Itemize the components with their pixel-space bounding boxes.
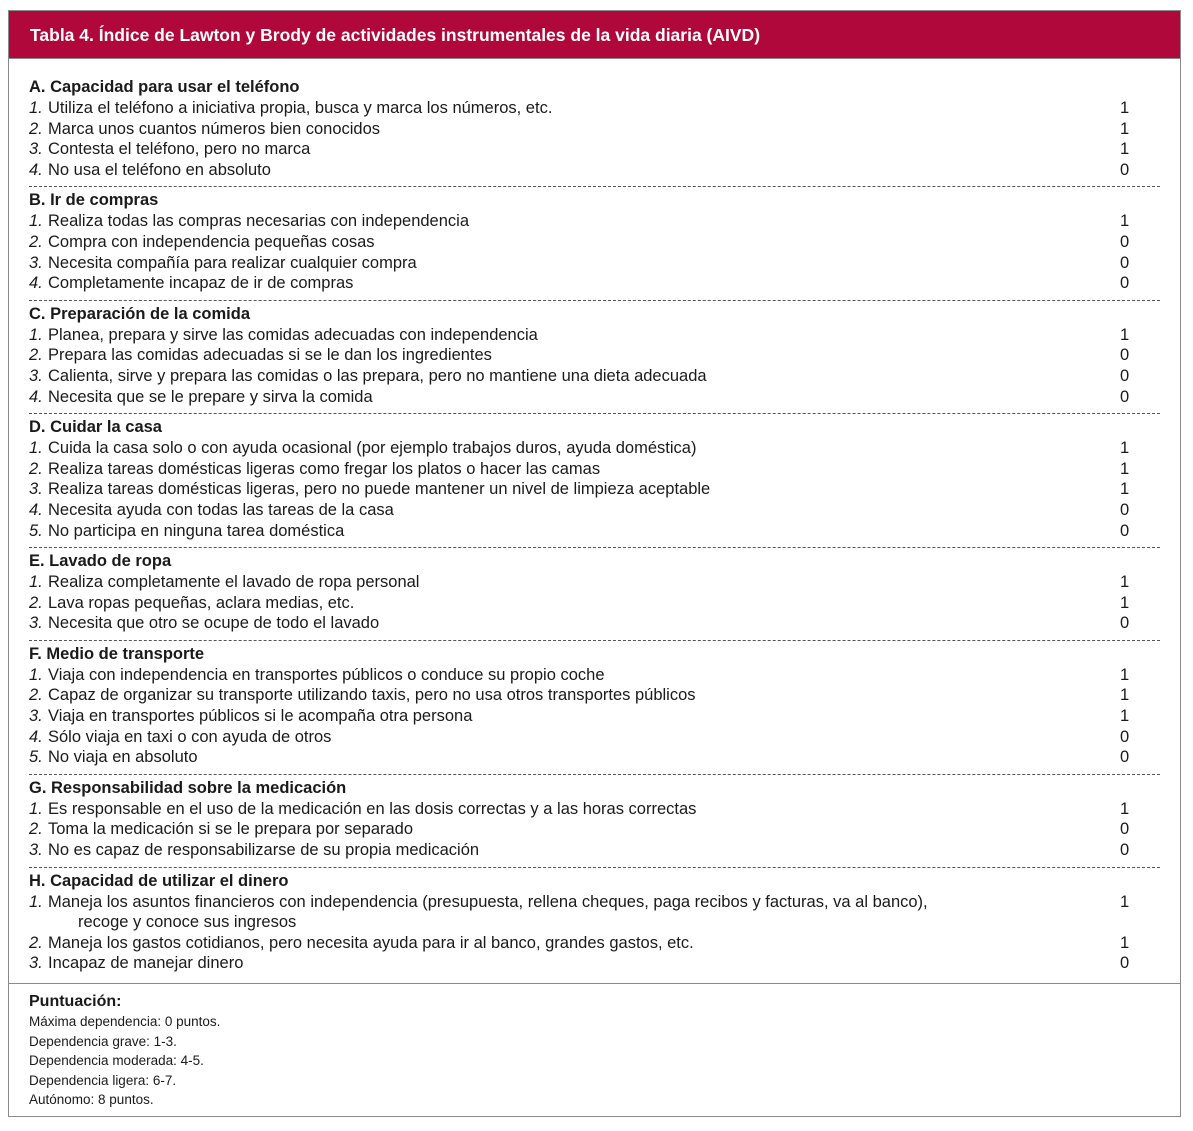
item-text-wrap <box>48 521 1120 542</box>
item-number: 1. <box>29 573 43 592</box>
item-number: 1. <box>29 325 43 344</box>
item-number: 3. <box>29 841 43 860</box>
item-text-wrap <box>48 819 1120 840</box>
item-score: 1 <box>1120 665 1130 684</box>
section-title: B. Ir de compras <box>29 191 159 210</box>
item-row <box>29 479 1160 500</box>
item-text: Necesita ayuda con todas las tareas de la casa <box>48 500 394 519</box>
item-row <box>29 160 1160 181</box>
item-text-wrap <box>48 98 1120 119</box>
item-row <box>29 459 1160 480</box>
item-text-wrap <box>48 273 1120 294</box>
item-number: 1. <box>29 799 43 818</box>
item-number: 3. <box>29 253 43 272</box>
item-number: 1. <box>29 892 43 911</box>
item-row <box>29 747 1160 768</box>
item-score: 0 <box>1120 841 1130 860</box>
item-number: 5. <box>29 521 43 540</box>
item-text-wrap <box>48 840 1120 861</box>
item-number: 3. <box>29 954 43 973</box>
item-row <box>29 685 1160 706</box>
item-text-wrap <box>48 366 1120 387</box>
section-title: D. Cuidar la casa <box>29 418 162 437</box>
item-text: Viaja con independencia en transportes públicos o conduce su propio coche <box>48 665 605 684</box>
section <box>29 190 1160 300</box>
item-score: 1 <box>1120 573 1130 592</box>
item-text: Maneja los asuntos financieros con independencia (presupuesta, rellena cheques, paga recibos y facturas, va al banco), <box>48 892 928 911</box>
item-text-wrap <box>48 953 1120 974</box>
section-title: A. Capacidad para usar el teléfono <box>29 78 300 96</box>
item-text: No es capaz de responsabilizarse de su propia medicación <box>48 841 480 860</box>
item-row <box>29 819 1160 840</box>
section <box>29 871 1160 980</box>
scoring-heading: Puntuación: <box>29 993 122 1010</box>
item-text-wrap <box>48 211 1120 232</box>
item-row <box>29 706 1160 727</box>
item-row <box>29 613 1160 634</box>
item-text-wrap <box>48 438 1120 459</box>
item-score: 1 <box>1120 892 1130 911</box>
item-text: Necesita compañía para realizar cualquier compra <box>48 253 417 272</box>
item-text: Incapaz de manejar dinero <box>48 954 244 973</box>
item-text-wrap <box>48 727 1120 748</box>
item-row <box>29 345 1160 366</box>
item-number: 3. <box>29 707 43 726</box>
item-score: 1 <box>1120 707 1130 726</box>
item-number: 2. <box>29 119 43 138</box>
section-title: C. Preparación de la comida <box>29 304 250 323</box>
section-title: E. Lavado de ropa <box>29 552 172 571</box>
item-text: Realiza tareas domésticas ligeras, pero no puede mantener un nivel de limpieza aceptable <box>48 480 711 499</box>
item-number: 3. <box>29 366 43 385</box>
item-text-wrap <box>48 933 1120 954</box>
item-text: Realiza todas las compras necesarias con independencia <box>48 212 469 231</box>
item-text-wrap <box>48 325 1120 346</box>
item-row <box>29 799 1160 820</box>
item-text: Cuida la casa solo o con ayuda ocasional (por ejemplo trabajos duros, ayuda doméstica) <box>48 439 697 458</box>
item-number: 2. <box>29 593 43 612</box>
section-title: G. Responsabilidad sobre la medicación <box>29 778 347 797</box>
item-text-wrap <box>48 593 1120 614</box>
scoring-box <box>9 983 1180 1110</box>
item-score: 0 <box>1120 387 1130 406</box>
item-score: 1 <box>1120 325 1130 344</box>
item-text: Necesita que otro se ocupe de todo el lavado <box>48 614 380 633</box>
item-score: 1 <box>1120 593 1130 612</box>
item-score: 1 <box>1120 686 1130 705</box>
item-text: Compra con independencia pequeñas cosas <box>48 232 375 251</box>
item-number: 4. <box>29 387 43 406</box>
item-number: 1. <box>29 665 43 684</box>
item-score: 1 <box>1120 99 1130 117</box>
item-score: 0 <box>1120 160 1130 179</box>
item-text-wrap <box>48 685 1120 706</box>
item-number: 1. <box>29 99 43 117</box>
item-text-wrap <box>48 747 1120 768</box>
item-text: Realiza tareas domésticas ligeras como fregar los platos o hacer las camas <box>48 459 601 478</box>
section <box>29 417 1160 548</box>
item-score: 1 <box>1120 933 1130 952</box>
item-score: 0 <box>1120 500 1130 519</box>
item-text-wrap <box>48 479 1120 500</box>
item-score: 0 <box>1120 727 1130 746</box>
item-score: 0 <box>1120 253 1130 272</box>
item-text-wrap <box>48 665 1120 686</box>
item-text: No participa en ninguna tarea doméstica <box>48 521 345 540</box>
item-score: 1 <box>1120 212 1130 231</box>
item-row <box>29 119 1160 140</box>
item-score: 1 <box>1120 480 1130 499</box>
item-score: 0 <box>1120 954 1130 973</box>
table-frame <box>8 10 1181 1117</box>
item-number: 1. <box>29 212 43 231</box>
item-text-wrap <box>48 613 1120 634</box>
item-text: Lava ropas pequeñas, aclara medias, etc. <box>48 593 355 612</box>
scoring-line: Dependencia grave: 1-3. <box>29 1033 177 1049</box>
item-text: Es responsable en el uso de la medicación en las dosis correctas y a las horas correctas <box>48 799 697 818</box>
item-score: 0 <box>1120 346 1130 365</box>
item-text: Planea, prepara y sirve las comidas adecuadas con independencia <box>48 325 538 344</box>
section <box>29 304 1160 414</box>
item-text: Necesita que se le prepare y sirva la comida <box>48 387 373 406</box>
item-row <box>29 325 1160 346</box>
item-score: 1 <box>1120 140 1130 159</box>
item-text: Viaja en transportes públicos si le acompaña otra persona <box>48 707 473 726</box>
item-text-wrap <box>48 500 1120 521</box>
item-text: Contesta el teléfono, pero no marca <box>48 140 311 159</box>
item-number: 5. <box>29 748 43 767</box>
item-score: 1 <box>1120 459 1130 478</box>
item-row <box>29 253 1160 274</box>
scoring-lines <box>29 1012 1160 1110</box>
item-score: 0 <box>1120 232 1130 251</box>
item-row <box>29 665 1160 686</box>
item-number: 2. <box>29 686 43 705</box>
item-score: 0 <box>1120 748 1130 767</box>
item-row <box>29 139 1160 160</box>
item-row <box>29 500 1160 521</box>
table-title: Tabla 4. Índice de Lawton y Brody de actividades instrumentales de la vida diaria (AIVD) <box>9 11 1180 58</box>
item-row <box>29 892 1160 933</box>
scoring-line: Máxima dependencia: 0 puntos. <box>29 1014 221 1029</box>
section <box>29 551 1160 641</box>
item-score: 0 <box>1120 820 1130 839</box>
item-text-wrap <box>48 345 1120 366</box>
item-text-wrap <box>48 232 1120 253</box>
scoring-line: Dependencia ligera: 6-7. <box>29 1072 177 1088</box>
item-row <box>29 840 1160 861</box>
item-text-wrap <box>48 139 1120 160</box>
item-number: 3. <box>29 614 43 633</box>
item-row <box>29 232 1160 253</box>
item-number: 3. <box>29 480 43 499</box>
section-title: F. Medio de transporte <box>29 644 205 663</box>
scoring-line: Dependencia moderada: 4-5. <box>29 1053 204 1069</box>
item-score: 1 <box>1120 799 1130 818</box>
item-text-wrap <box>48 799 1120 820</box>
item-text: No usa el teléfono en absoluto <box>48 160 271 179</box>
item-score: 0 <box>1120 614 1130 633</box>
item-text: Completamente incapaz de ir de compras <box>48 274 354 293</box>
item-number: 2. <box>29 820 43 839</box>
item-row <box>29 438 1160 459</box>
item-number: 2. <box>29 459 43 478</box>
item-text: Capaz de organizar su transporte utilizando taxis, pero no usa otros transportes públicos <box>48 686 696 705</box>
item-row <box>29 366 1160 387</box>
item-number: 4. <box>29 500 43 519</box>
section <box>29 778 1160 868</box>
item-text-wrap <box>48 459 1120 480</box>
item-row <box>29 387 1160 408</box>
item-score: 0 <box>1120 521 1130 540</box>
item-number: 2. <box>29 346 43 365</box>
item-row <box>29 727 1160 748</box>
item-text: Calienta, sirve y prepara las comidas o las prepara, pero no mantiene una dieta adecuada <box>48 366 707 385</box>
section <box>29 644 1160 775</box>
scoring-line: Autónomo: 8 puntos. <box>29 1092 154 1108</box>
item-text: Maneja los gastos cotidianos, pero necesita ayuda para ir al banco, grandes gastos, etc. <box>48 933 694 952</box>
item-score: 0 <box>1120 274 1130 293</box>
item-score: 0 <box>1120 366 1130 385</box>
item-text-wrap <box>48 892 1120 933</box>
item-text-wrap <box>48 119 1120 140</box>
item-score: 1 <box>1120 439 1130 458</box>
item-row <box>29 933 1160 954</box>
item-number: 4. <box>29 727 43 746</box>
section-title: H. Capacidad de utilizar el dinero <box>29 871 289 890</box>
item-text: Sólo viaja en taxi o con ayuda de otros <box>48 727 332 746</box>
item-text: No viaja en absoluto <box>48 748 198 767</box>
item-text-continuation: recoge y conoce sus ingresos <box>78 913 297 932</box>
item-row <box>29 211 1160 232</box>
item-text-wrap <box>48 253 1120 274</box>
item-text-wrap <box>48 160 1120 181</box>
item-number: 1. <box>29 439 43 458</box>
item-row <box>29 273 1160 294</box>
item-row <box>29 572 1160 593</box>
item-text-wrap <box>48 387 1120 408</box>
item-row <box>29 593 1160 614</box>
item-number: 4. <box>29 160 43 179</box>
item-text: Marca unos cuantos números bien conocidos <box>48 119 381 138</box>
item-number: 2. <box>29 232 43 251</box>
section <box>29 77 1160 187</box>
item-number: 3. <box>29 140 43 159</box>
item-number: 2. <box>29 933 43 952</box>
item-score: 1 <box>1120 119 1130 138</box>
item-text-wrap <box>48 706 1120 727</box>
item-text-wrap <box>48 572 1120 593</box>
item-text: Utiliza el teléfono a iniciativa propia, busca y marca los números, etc. <box>48 99 553 117</box>
item-text: Toma la medicación si se le prepara por separado <box>48 820 414 839</box>
item-number: 4. <box>29 274 43 293</box>
item-row <box>29 953 1160 974</box>
item-row <box>29 521 1160 542</box>
item-row <box>29 98 1160 119</box>
item-text: Realiza completamente el lavado de ropa personal <box>48 573 420 592</box>
sections-container <box>9 59 1180 980</box>
item-text: Prepara las comidas adecuadas si se le dan los ingredientes <box>48 346 492 365</box>
